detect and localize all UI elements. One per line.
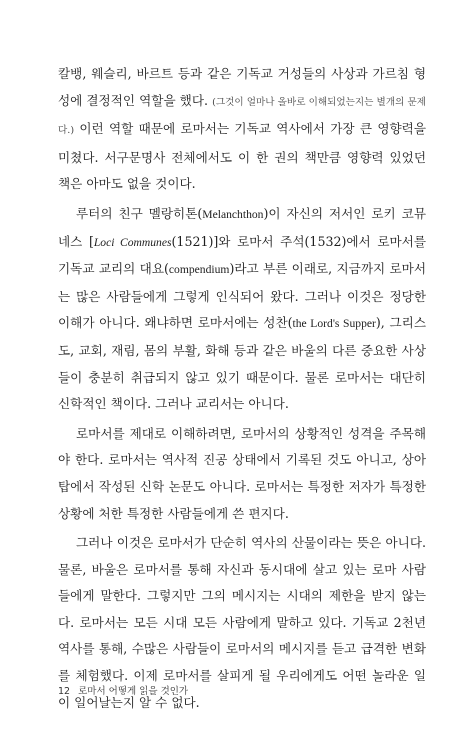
paragraph-1-text: 칼뱅, 웨슬리, 바르트 등과 같은 기독교 거성들의 사상과 가르침 형성에 결정적인 역할을 했다. (58, 66, 426, 108)
latin-term-compendium: compendium (168, 263, 230, 277)
paragraph-3: 로마서를 제대로 이해하려면, 로마서의 상황적인 성격을 주목해야 한다. 로마서는 역사적 진공 상태에서 기록된 것도 아니고, 상아탑에서 작성된 신학 논문도 아니다. 로마서는 특정한 저자가 특정한 상황에 처한 특정한 사람들에게 쓴 편지다. (58, 425, 426, 521)
parenthetical-note: (그것이 얼마나 올바로 이해되었는지는 별개의 문제다.) (58, 96, 427, 137)
english-term-lords-supper: the Lord's Supper (292, 317, 376, 331)
paragraph-2-text-c: (1521)]와 로마서 주석(1532)에서 로마서를 기독교 교리의 대요( (58, 233, 426, 277)
running-title: 로마서 어떻게 읽을 것인가 (78, 686, 189, 697)
latin-name-melanchthon: Melanchthon (202, 207, 264, 221)
paragraph-2-text-d: )라고 부른 이래로, 지금까지 로마서는 많은 사람들에게 그렇게 인식되어 왔다. 그러나 이것은 정당한 이해가 아니다. 왜냐하면 로마서에는 성찬( (58, 261, 427, 331)
paragraph-2-text-b: )이 자신의 저서인 로키 코뮤네스 [ (58, 205, 426, 249)
page-number: 12 (58, 686, 71, 697)
page-footer (58, 683, 188, 697)
paragraph-2 (58, 201, 426, 418)
latin-title-loci-communes: Loci Communes (93, 235, 172, 249)
paragraph-2-text-e: ), 그리스도, 교회, 재림, 몸의 부활, 화해 등과 같은 바울의 다른 중요한 사상들이 충분히 취급되지 않고 있기 때문이다. 물론 로마서는 대단히 신학적인 책이다. 그러나 교리서는 아니다. (58, 315, 426, 412)
paragraph-1 (58, 61, 426, 198)
body-text (58, 61, 426, 716)
paragraph-4: 그러나 이것은 로마서가 단순히 역사의 산물이라는 뜻은 아니다. 물론, 바울은 로마서를 통해 자신과 동시대에 살고 있는 로마 사람들에게 말한다. 그렇지만 그의 메시지는 시대의 제한을 받지 않는다. 로마서는 모든 시대 모든 사람에게 말하고 있다. 기독교 2천년 역사를 통해, 수많은 사람들이 로마서의 메시지를 듣고 급격한 변화를 체험했다. 이제 로마서를 살피게 될 우리에게도 어떤 놀라운 일이 일어날는지 알 수 없다. (58, 535, 426, 710)
paragraph-1-continuation: 이런 역할 때문에 로마서는 기독교 역사에서 가장 큰 영향력을 미쳤다. 서구문명사 전체에서도 이 한 권의 책만큼 영향력 있었던 책은 아마도 없을 것이다. (58, 121, 426, 192)
paragraph-2-text-a: 루터의 친구 멜랑히톤( (76, 205, 203, 221)
